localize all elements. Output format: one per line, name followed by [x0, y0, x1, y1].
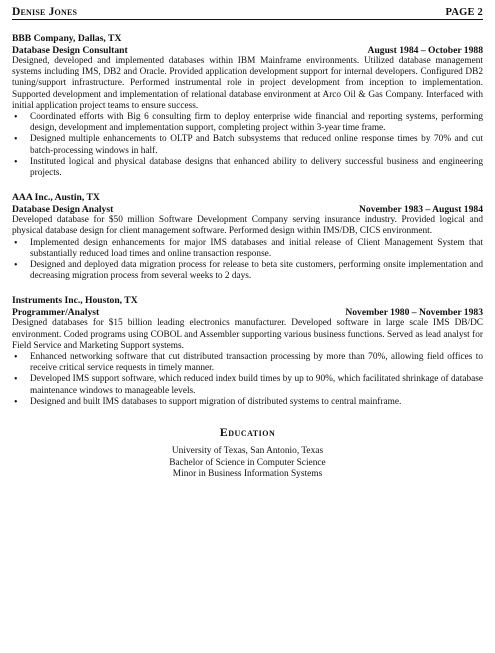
achievement-item: • Designed and built IMS databases to support migration of distributed systems to central mainframe.	[12, 397, 483, 408]
job-dates: August 1984 – October 1988	[367, 44, 483, 56]
achievement-item: • Instituted logical and physical database designs that enhanced ability to delivery successful business and engineering projects.	[12, 157, 483, 179]
job-entry-bbb	[12, 33, 483, 179]
job-title: Programmer/Analyst	[12, 306, 100, 318]
job-entry-instruments	[12, 295, 483, 408]
achievement-list	[12, 238, 483, 283]
job-title-line	[12, 307, 483, 319]
education-degree: Bachelor of Science in Computer Science	[169, 457, 326, 468]
achievement-item: • Implemented design enhancements for major IMS databases and initial release of Client Management System that substantially reduced load times and online transaction response.	[12, 238, 483, 260]
job-description: Developed database for $50 million Software Development Company serving insurance industry. Provided logical and physical database design for client management software. Performed design within IMS/DB, CICS environment.	[12, 215, 483, 237]
achievement-list	[12, 112, 483, 179]
candidate-name: Denise Jones	[12, 6, 78, 18]
education-school: University of Texas, San Antonio, Texas	[171, 446, 324, 457]
job-title: Database Design Consultant	[12, 44, 128, 56]
job-title-line	[12, 204, 483, 216]
job-description: Designed, developed and implemented databases within IBM Mainframe environments. Utilized database management systems including IMS, DB2 and Oracle. Provided application development support for internal developers. Configured DB2 tuning/support infrastructure. Performed instrumental role in project development from inception to implementation. Supported development and implementation of relational database environment at Arco Oil & Gas Company. Interfaced with initial application project teams to ensure success.	[12, 56, 483, 111]
achievement-item: • Enhanced networking software that cut distributed transaction processing by more than 70%, allowing field offices to receive critical service requests in timely manner.	[12, 352, 483, 374]
job-dates: November 1983 – August 1984	[358, 203, 483, 215]
company-name: AAA Inc., Austin, TX	[12, 192, 100, 204]
achievement-item: • Developed IMS support software, which reduced index build times by up to 90%, which facilitated shrinkage of database maintenance windows to manageable levels.	[12, 374, 483, 396]
page-number: PAGE 2	[445, 7, 483, 18]
education-minor: Minor in Business Information Systems	[172, 469, 323, 480]
job-dates: November 1980 – November 1983	[345, 306, 483, 318]
achievement-list	[12, 352, 483, 408]
company-name: Instruments Inc., Houston, TX	[12, 295, 138, 307]
education-details	[12, 446, 483, 481]
job-description: Designed databases for $15 billion leading electronics manufacturer. Developed software in large scale IMS DB/DC environment. Coded programs using COBOL and Assembler supporting various business functions. Served as lead analyst for Field Service and Marketing Support systems.	[12, 318, 483, 351]
page-header	[12, 6, 483, 20]
resume-page	[12, 6, 483, 481]
education-heading: Education	[219, 425, 276, 440]
achievement-item: • Designed and deployed data migration process for release to beta site customers, performing onsite implementation and decreasing migration process from several weeks to 2 days.	[12, 260, 483, 282]
company-name: BBB Company, Dallas, TX	[12, 33, 122, 44]
achievement-item: • Designed multiple enhancements to OLTP and Batch subsystems that reduced online response times by 70% and cut batch-processing windows in half.	[12, 134, 483, 156]
job-title-line	[12, 45, 483, 57]
achievement-item: • Coordinated efforts with Big 6 consulting firm to deploy enterprise wide financial and reporting systems, performing design, development and implementation support, completing project within 3-year time frame.	[12, 112, 483, 134]
job-entry-aaa	[12, 192, 483, 282]
job-title: Database Design Analyst	[12, 203, 114, 215]
